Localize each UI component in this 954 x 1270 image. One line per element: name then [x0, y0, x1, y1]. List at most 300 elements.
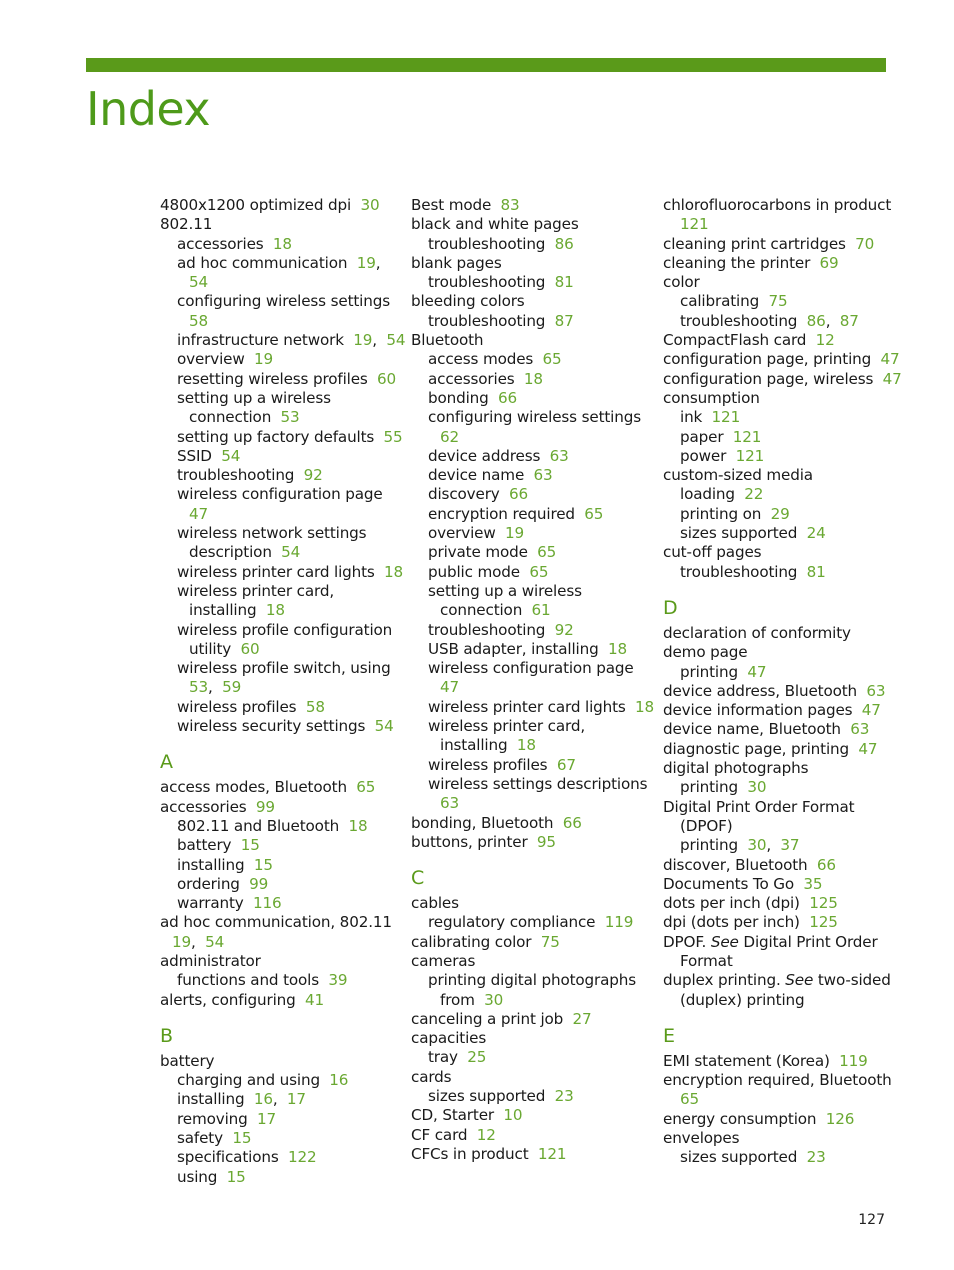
index-term: loading	[680, 485, 745, 504]
page-link[interactable]: 99	[249, 874, 269, 893]
index-term: ad hoc communication	[177, 253, 357, 272]
page-link[interactable]: 65	[680, 1090, 700, 1109]
index-entry	[411, 894, 651, 913]
page-link[interactable]: 53	[280, 408, 300, 427]
page-link[interactable]: 47	[440, 678, 460, 697]
index-entry	[160, 1052, 400, 1071]
index-entry	[663, 817, 903, 836]
index-entry	[411, 273, 651, 292]
index-term: CompactFlash card	[663, 331, 816, 350]
index-entry	[160, 1148, 400, 1167]
index-entry	[160, 971, 400, 990]
page-link[interactable]: 62	[440, 427, 460, 446]
index-entry	[160, 640, 400, 659]
page-link[interactable]: 116	[252, 894, 282, 913]
index-entry	[160, 991, 400, 1010]
page-link[interactable]: 75	[768, 292, 788, 311]
page-link[interactable]: 29	[770, 504, 790, 523]
page-link[interactable]: 67	[556, 755, 576, 774]
page-link[interactable]: 18	[523, 369, 543, 388]
index-term: SSID	[177, 446, 222, 465]
index-entry	[663, 720, 903, 739]
index-term: encryption required, Bluetooth	[663, 1071, 892, 1090]
index-entry	[663, 350, 903, 369]
index-entry	[411, 1145, 651, 1164]
index-entry	[411, 543, 651, 562]
page-link[interactable]: 10	[503, 1106, 523, 1125]
page-link[interactable]: 23	[806, 1148, 826, 1167]
page-link[interactable]: 23	[554, 1087, 574, 1106]
index-term: from	[440, 990, 485, 1009]
page-link[interactable]: 54	[221, 446, 241, 465]
index-term: installing	[177, 1090, 254, 1109]
page-link[interactable]: 69	[819, 253, 839, 272]
page-link[interactable]: 61	[531, 601, 551, 620]
page-link[interactable]: 60	[240, 639, 260, 658]
page-link[interactable]: 19	[505, 524, 525, 543]
index-term: wireless printer card lights	[428, 697, 636, 716]
index-entry	[160, 875, 400, 894]
index-entry	[663, 778, 903, 797]
index-term: utility	[189, 639, 241, 658]
index-term: encryption required	[428, 504, 585, 523]
page-link[interactable]: 122	[287, 1148, 317, 1167]
page-link[interactable]: 19	[356, 253, 376, 272]
index-entry	[411, 312, 651, 331]
page-link[interactable]: 121	[537, 1144, 567, 1163]
index-term: cards	[411, 1067, 452, 1086]
index-term: consumption	[663, 388, 760, 407]
page-link[interactable]: 95	[536, 832, 556, 851]
index-term: troubleshooting	[680, 311, 807, 330]
page-link[interactable]: 15	[240, 836, 260, 855]
index-term: Digital Print Order	[738, 932, 878, 951]
index-term: description	[189, 543, 282, 562]
index-entry	[663, 740, 903, 759]
index-term: calibrating color	[411, 932, 541, 951]
page-link[interactable]: 58	[305, 697, 325, 716]
index-entry	[663, 663, 903, 682]
page-link[interactable]: 47	[189, 504, 209, 523]
index-entry	[411, 933, 651, 952]
index-entry	[411, 389, 651, 408]
page-link[interactable]: 54	[189, 273, 209, 292]
index-term: declaration of conformity	[663, 623, 851, 642]
page-link[interactable]: 35	[803, 874, 823, 893]
index-term: Best mode	[411, 196, 501, 214]
index-entry	[411, 215, 651, 234]
index-term: color	[663, 273, 700, 292]
page-link[interactable]: 65	[542, 350, 562, 369]
index-entry	[160, 427, 403, 447]
index-entry	[160, 254, 400, 273]
index-term: wireless profile switch, using	[177, 659, 391, 678]
index-entry	[160, 505, 400, 524]
index-entry	[663, 894, 903, 913]
index-entry	[411, 775, 651, 794]
index-term: installing	[177, 855, 254, 874]
index-term: troubleshooting	[177, 466, 304, 485]
page-link[interactable]: 65	[584, 504, 604, 523]
index-entry	[411, 1068, 651, 1087]
index-term: wireless profile configuration	[177, 620, 393, 639]
index-term: accessories	[160, 797, 256, 816]
index-entry	[411, 678, 651, 697]
page-link[interactable]: 18	[607, 639, 627, 658]
page-link[interactable]: 83	[500, 196, 520, 214]
index-entry	[411, 621, 651, 640]
index-entry	[663, 447, 903, 466]
index-entry	[160, 1090, 400, 1109]
page-link[interactable]: 63	[850, 720, 870, 739]
index-term: capacities	[411, 1029, 487, 1048]
index-entry	[160, 292, 400, 311]
page-link[interactable]: 30	[484, 990, 504, 1009]
index-entry	[663, 952, 903, 971]
index-entry	[160, 601, 400, 620]
index-term: battery	[160, 1051, 215, 1070]
index-entry	[160, 370, 400, 389]
index-column-3	[663, 196, 903, 1168]
index-term: configuration page, printing	[663, 350, 881, 369]
index-term: overview	[428, 524, 505, 543]
index-entry	[160, 856, 400, 875]
index-entry	[663, 408, 903, 427]
separator: ,	[372, 331, 387, 350]
index-entry	[663, 331, 903, 350]
page-link[interactable]: 121	[735, 446, 765, 465]
index-entry	[663, 312, 903, 331]
page-link[interactable]: 18	[516, 736, 536, 755]
index-entry	[411, 833, 651, 852]
index-entry	[160, 235, 400, 254]
index-term: EMI statement (Korea)	[663, 1051, 840, 1070]
index-term: regulatory compliance	[428, 913, 605, 932]
index-term: troubleshooting	[428, 273, 555, 292]
page-link[interactable]: 16	[329, 1071, 349, 1090]
index-term: device address, Bluetooth	[663, 681, 867, 700]
page-link[interactable]: 24	[806, 524, 826, 543]
page-link[interactable]: 119	[839, 1051, 868, 1070]
page-title: Index	[86, 82, 211, 136]
page-link[interactable]: 18	[348, 816, 368, 835]
index-term: printing	[680, 836, 748, 855]
page-link[interactable]: 125	[809, 913, 838, 932]
page-link[interactable]: 70	[855, 234, 875, 253]
page-link[interactable]: 54	[281, 543, 301, 562]
index-term: charging and using	[177, 1071, 330, 1090]
page-link[interactable]: 87	[554, 311, 574, 330]
index-term: DPOF.	[663, 932, 711, 951]
index-section-letter: E	[663, 1024, 676, 1047]
index-column-2	[411, 196, 655, 1164]
index-entry	[663, 196, 903, 215]
page-link[interactable]: 17	[256, 1109, 277, 1128]
page-link[interactable]: 63	[866, 681, 886, 700]
index-entry	[663, 1148, 903, 1167]
page-link[interactable]: 15	[226, 1167, 246, 1186]
page-link[interactable]: 60	[377, 369, 397, 388]
page-link[interactable]: 119	[604, 913, 634, 932]
index-entry	[663, 215, 903, 234]
index-entry	[411, 971, 651, 990]
index-entry	[411, 697, 655, 717]
index-term: envelopes	[663, 1129, 740, 1148]
index-term: black and white pages	[411, 215, 579, 234]
index-entry	[411, 794, 651, 813]
index-entry	[160, 485, 400, 504]
index-entry	[160, 331, 406, 350]
page-link[interactable]: 55	[383, 427, 403, 446]
page-link[interactable]: 54	[374, 717, 394, 736]
index-term: printing	[680, 778, 748, 797]
page-link[interactable]: 99	[255, 797, 275, 816]
index-section-letter: C	[411, 867, 425, 890]
index-entry	[411, 505, 651, 524]
page-link[interactable]: 37	[780, 836, 800, 855]
index-section-letter: B	[160, 1024, 174, 1047]
index-term: custom-sized media	[663, 466, 813, 485]
index-entry	[411, 1048, 651, 1067]
index-term: sizes supported	[428, 1087, 555, 1106]
see-reference: See	[785, 971, 814, 990]
page-link[interactable]: 25	[467, 1048, 487, 1067]
index-entry	[160, 408, 400, 427]
index-term: specifications	[177, 1148, 288, 1167]
page-link[interactable]: 125	[809, 894, 838, 913]
page-link[interactable]: 66	[498, 388, 518, 407]
separator: ,	[766, 836, 781, 855]
index-entry	[411, 814, 651, 833]
index-term: troubleshooting	[428, 234, 555, 253]
index-term: printing on	[680, 504, 771, 523]
index-entry	[411, 408, 651, 427]
index-entry	[663, 913, 903, 932]
index-entry	[663, 1129, 903, 1148]
page-link[interactable]: 30	[747, 778, 767, 797]
page-link[interactable]: 19	[254, 350, 274, 369]
index-term: setting up factory defaults	[177, 427, 384, 446]
index-entry	[160, 1071, 400, 1090]
index-term: wireless network settings	[177, 524, 367, 543]
index-entry	[160, 1110, 400, 1129]
page-link[interactable]: 121	[711, 408, 741, 427]
index-term: configuring wireless settings	[177, 292, 390, 311]
index-term: printing	[680, 662, 748, 681]
index-term: infrastructure network	[177, 331, 354, 350]
index-term: resetting wireless profiles	[177, 369, 378, 388]
index-term: alerts, configuring	[160, 990, 305, 1009]
index-entry	[160, 273, 400, 292]
page-link[interactable]: 47	[880, 350, 900, 369]
index-term: (duplex) printing	[680, 990, 805, 1009]
index-term: connection	[189, 408, 281, 427]
page-link[interactable]: 18	[265, 601, 285, 620]
index-term: access modes	[428, 350, 543, 369]
page-link[interactable]: 27	[572, 1009, 592, 1028]
index-entry	[160, 196, 400, 215]
page-link[interactable]: 54	[205, 932, 225, 951]
index-entry	[160, 798, 400, 817]
index-term: wireless printer card lights	[177, 562, 385, 581]
index-term: Format	[680, 951, 733, 970]
page-link[interactable]: 81	[554, 273, 574, 292]
index-term: discovery	[428, 485, 509, 504]
index-entry	[411, 952, 651, 971]
separator: ,	[208, 678, 223, 697]
index-entry	[160, 466, 400, 485]
index-entry	[160, 1168, 400, 1187]
index-term: ad hoc communication, 802.11	[160, 913, 392, 932]
page-link[interactable]: 47	[882, 369, 902, 388]
index-entry	[160, 389, 400, 408]
page-link[interactable]: 66	[508, 485, 529, 504]
index-entry	[663, 292, 903, 311]
page-link[interactable]: 47	[861, 701, 881, 720]
index-term: USB adapter, installing	[428, 639, 608, 658]
index-entry	[160, 778, 400, 797]
page-link[interactable]: 86	[554, 234, 574, 253]
index-term: cleaning print cartridges	[663, 234, 856, 253]
index-term: wireless configuration page	[428, 659, 634, 678]
index-term: 802.11	[160, 215, 213, 234]
index-entry	[663, 505, 903, 524]
index-entry	[663, 759, 903, 778]
index-term: configuring wireless settings	[428, 408, 641, 427]
separator: ,	[191, 932, 206, 951]
index-term: bonding, Bluetooth	[411, 813, 563, 832]
index-term: installing	[189, 601, 266, 620]
page-link[interactable]: 47	[858, 739, 878, 758]
index-entry	[160, 698, 400, 717]
page-link[interactable]: 59	[222, 678, 242, 697]
index-term: wireless profiles	[428, 755, 557, 774]
index-term: dpi (dots per inch)	[663, 913, 810, 932]
index-term: functions and tools	[177, 971, 329, 990]
index-term: accessories	[428, 369, 524, 388]
index-term: device name, Bluetooth	[663, 720, 851, 739]
index-entry	[411, 640, 651, 659]
page-link[interactable]: 75	[540, 932, 560, 951]
index-term: setting up a wireless	[177, 388, 331, 407]
index-entry	[411, 466, 651, 485]
page-link[interactable]: 121	[680, 215, 709, 234]
index-entry	[160, 524, 400, 543]
index-term: battery	[177, 836, 241, 855]
index-term: device address	[428, 446, 550, 465]
page-link[interactable]: 12	[815, 331, 835, 350]
index-entry	[160, 543, 400, 562]
page-link[interactable]: 65	[529, 562, 549, 581]
index-entry	[160, 350, 400, 369]
page-link[interactable]: 30	[360, 196, 380, 214]
index-term: tray	[428, 1048, 468, 1067]
index-entry	[663, 235, 903, 254]
page-link[interactable]: 47	[747, 662, 767, 681]
page-link[interactable]: 58	[189, 311, 209, 330]
index-term: demo page	[663, 643, 748, 662]
page-link[interactable]: 53	[189, 678, 209, 697]
page-link[interactable]: 19	[172, 932, 192, 951]
page-link[interactable]: 92	[303, 466, 323, 485]
page-link[interactable]: 30	[747, 836, 767, 855]
page-link[interactable]: 15	[253, 855, 273, 874]
index-entry	[411, 991, 651, 1010]
index-term: 802.11 and Bluetooth	[177, 816, 349, 835]
page-link[interactable]: 18	[635, 697, 655, 716]
index-entry	[411, 350, 651, 369]
index-term: setting up a wireless	[428, 581, 582, 600]
page-link[interactable]: 86	[806, 311, 826, 330]
page-link[interactable]: 18	[272, 234, 292, 253]
index-entry	[160, 621, 400, 640]
index-section-letter: A	[160, 751, 173, 774]
index-term: overview	[177, 350, 254, 369]
page-link[interactable]: 121	[732, 427, 762, 446]
index-entry	[663, 682, 903, 701]
page-link[interactable]: 126	[825, 1109, 855, 1128]
index-entry	[160, 717, 400, 736]
page-link[interactable]: 63	[533, 466, 553, 485]
index-entry	[160, 447, 400, 466]
page-link[interactable]: 16	[253, 1090, 273, 1109]
page-link[interactable]: 41	[304, 990, 325, 1009]
index-term: Bluetooth	[411, 331, 484, 350]
index-entry	[411, 717, 651, 736]
page-link[interactable]: 65	[356, 778, 376, 797]
index-term: Documents To Go	[663, 874, 804, 893]
index-entry	[663, 254, 903, 273]
index-entry	[663, 485, 903, 504]
index-term: two-sided	[813, 971, 891, 990]
index-term: configuration page, wireless	[663, 369, 883, 388]
page-link[interactable]: 87	[839, 311, 859, 330]
page-link[interactable]: 17	[286, 1090, 306, 1109]
page-link[interactable]: 66	[562, 813, 582, 832]
page-link[interactable]: 92	[554, 620, 574, 639]
separator: ,	[825, 311, 840, 330]
index-term: blank pages	[411, 253, 502, 272]
index-term: public mode	[428, 562, 530, 581]
page-link[interactable]: 18	[384, 562, 404, 581]
page-link[interactable]: 39	[328, 971, 348, 990]
page-link[interactable]: 66	[816, 855, 836, 874]
index-term: CD, Starter	[411, 1106, 504, 1125]
index-term: access modes, Bluetooth	[160, 778, 357, 797]
page-link[interactable]: 65	[537, 543, 557, 562]
index-term: printing digital photographs	[428, 971, 637, 990]
index-entry	[160, 952, 400, 971]
page-link[interactable]: 63	[549, 446, 569, 465]
page-link[interactable]: 15	[232, 1129, 252, 1148]
page-link[interactable]: 22	[744, 485, 764, 504]
page-link[interactable]: 54	[386, 331, 406, 350]
index-entry	[411, 447, 651, 466]
index-term: wireless configuration page	[177, 485, 383, 504]
index-entry	[411, 370, 651, 389]
index-term: Digital Print Order Format	[663, 797, 855, 816]
page-link[interactable]: 63	[440, 794, 460, 813]
index-entry	[663, 466, 903, 485]
index-term: wireless security settings	[177, 717, 375, 736]
index-term: device name	[428, 466, 534, 485]
page-link[interactable]: 81	[806, 562, 826, 581]
index-entry	[411, 563, 651, 582]
page-link[interactable]: 19	[353, 331, 373, 350]
index-term: device information pages	[663, 701, 862, 720]
page-link[interactable]: 12	[476, 1125, 496, 1144]
index-entry	[663, 273, 903, 292]
